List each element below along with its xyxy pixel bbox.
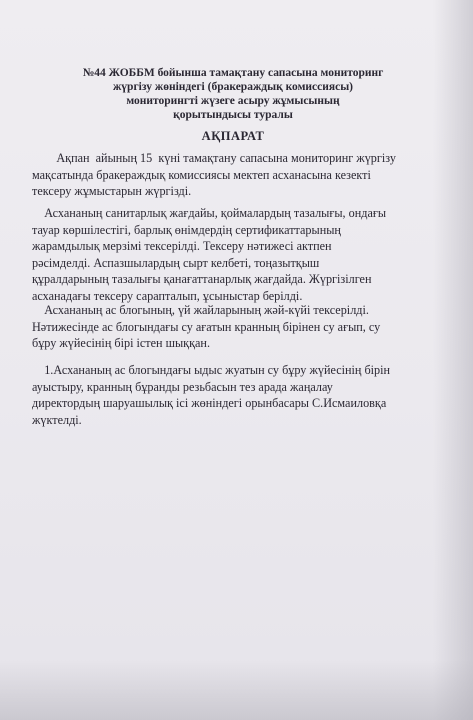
paragraph-line: жарамдылық мерзімі тексерілді. Тексеру нәтижесі актпен (32, 239, 332, 253)
paragraph-premises-check (32, 302, 418, 352)
paragraph-line: мақсатында бракераждық комиссиясы мектеп асханасына кезекті (32, 167, 371, 182)
page-bottom-shadow (0, 660, 473, 720)
paragraph-line: тауар көршілестігі, барлық өнімдердің сертификаттарының (32, 222, 341, 237)
paragraph-line: жүктелді. (32, 412, 82, 427)
paragraph-line: Асхананың санитарлық жағдайы, қоймалардың тазалығы, ондағы (32, 206, 387, 220)
paragraph-line: құралдарының тазалығы қанағаттанарлық жағдайда. Жүргізілген (32, 272, 372, 286)
document-header (40, 66, 426, 122)
paragraph-line: директордың шаруашылық ісі жөніндегі орынбасары С.Исмаиловқа (32, 396, 387, 410)
paragraph-line: тексеру жұмыстарын жүргізді. (32, 184, 192, 198)
header-line: жүргізу жөніндегі (бракераждық комиссиясы) (112, 81, 354, 93)
paragraph-assignment (32, 362, 418, 428)
paragraph-line: бұру жүйесінің бірі істен шыққан. (32, 336, 210, 350)
header-line: №44 ЖОББМ бойынша тамақтану сапасына мониторинг (82, 67, 384, 79)
document-type-title: АҚПАРАТ (201, 129, 265, 143)
paragraph-line: Асхананың ас блогының, үй жайларының жәй-күйі тексерілді. (32, 303, 369, 317)
paragraph-line: рәсімделді. Аспазшылардың сырт келбеті, тоңазытқыш (32, 255, 320, 270)
paragraph-line: Нәтижесінде ас блогындағы су ағатын кранның бірінен су ағып, су (32, 319, 381, 334)
page-edge-shadow (433, 0, 473, 720)
header-line: қорытындысы туралы (173, 109, 293, 121)
paragraph-line: ауыстыру, кранның бұранды резьбасын тез арада жаңалау (32, 379, 333, 394)
paragraph-line: Ақпан айының 15 күні тамақтану сапасына мониторинг жүргізу (32, 151, 396, 165)
paragraph-line: асханадағы тексеру сарапталып, ұсыныстар берілді. (32, 288, 303, 303)
header-line: мониторингті жүзеге асыру жұмысының (126, 95, 340, 107)
paragraph-line: 1.Асхананың ас блогындағы ыдыс жуатын су бұру жүйесінің бірін (32, 363, 391, 377)
paragraph-sanitary-check (32, 205, 418, 304)
paragraph-inspection-date (32, 150, 418, 200)
